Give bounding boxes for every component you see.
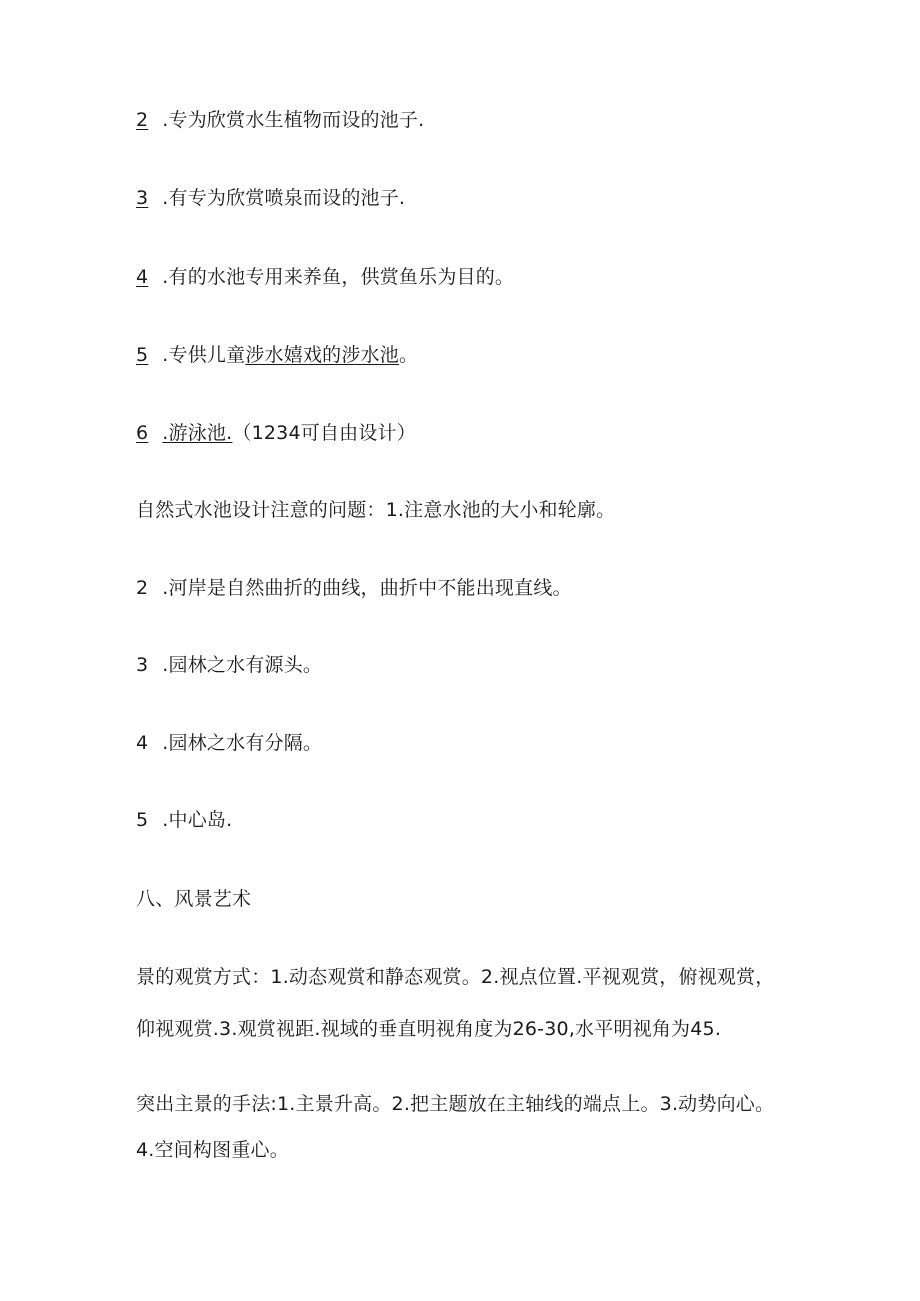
item-text-underlined: 涉水嬉戏的涉水池 (245, 344, 399, 366)
natural-pool-item (136, 653, 322, 677)
item-text: .园林之水有分隔。 (162, 732, 323, 754)
pool-type-item (136, 186, 405, 210)
item-text: .中心岛. (162, 809, 233, 831)
item-number: 2 (136, 577, 149, 599)
item-number: 3 (136, 654, 149, 676)
emphasis-methods-line: 4.空间构图重心。 (136, 1139, 289, 1161)
viewing-methods-line: 景的观赏方式：1.动态观赏和静态观赏。2.视点位置.平视观赏，俯视观赏， (136, 966, 775, 988)
item-text-suffix: 。 (398, 344, 419, 366)
item-text: .有的水池专用来养鱼，供赏鱼乐为目的。 (162, 266, 515, 288)
item-number: 5 (136, 344, 149, 366)
item-text: .专为欣赏水生植物而设的池子. (162, 109, 425, 131)
item-number: 6 (136, 422, 149, 444)
item-text: .有专为欣赏喷泉而设的池子. (162, 187, 406, 209)
item-number: 2 (136, 109, 149, 131)
natural-pool-heading: 自然式水池设计注意的问题：1.注意水池的大小和轮廓。 (136, 499, 616, 521)
viewing-methods-line: 仰视观赏.3.观赏视距.视域的垂直明视角度为26-30,水平明视角为45. (136, 1018, 722, 1040)
item-text-underlined: .游泳池. (162, 422, 233, 444)
item-text: .园林之水有源头。 (162, 654, 323, 676)
natural-pool-item (136, 731, 322, 755)
pool-type-item (136, 108, 424, 132)
natural-pool-item (136, 576, 572, 600)
section-title: 八、风景艺术 (136, 888, 252, 910)
item-number: 5 (136, 809, 149, 831)
item-text-prefix: .专供儿童 (162, 344, 246, 366)
item-text-suffix: （1234可自由设计） (232, 422, 416, 444)
pool-type-item (136, 343, 418, 367)
emphasis-methods-line: 突出主景的手法:1.主景升高。2.把主题放在主轴线的端点上。3.动势向心。 (136, 1093, 775, 1115)
item-text: .河岸是自然曲折的曲线，曲折中不能出现直线。 (162, 577, 572, 599)
item-number: 4 (136, 266, 149, 288)
item-number: 3 (136, 187, 149, 209)
pool-type-item (136, 421, 416, 445)
natural-pool-item (136, 808, 232, 832)
pool-type-item (136, 265, 514, 289)
item-number: 4 (136, 732, 149, 754)
